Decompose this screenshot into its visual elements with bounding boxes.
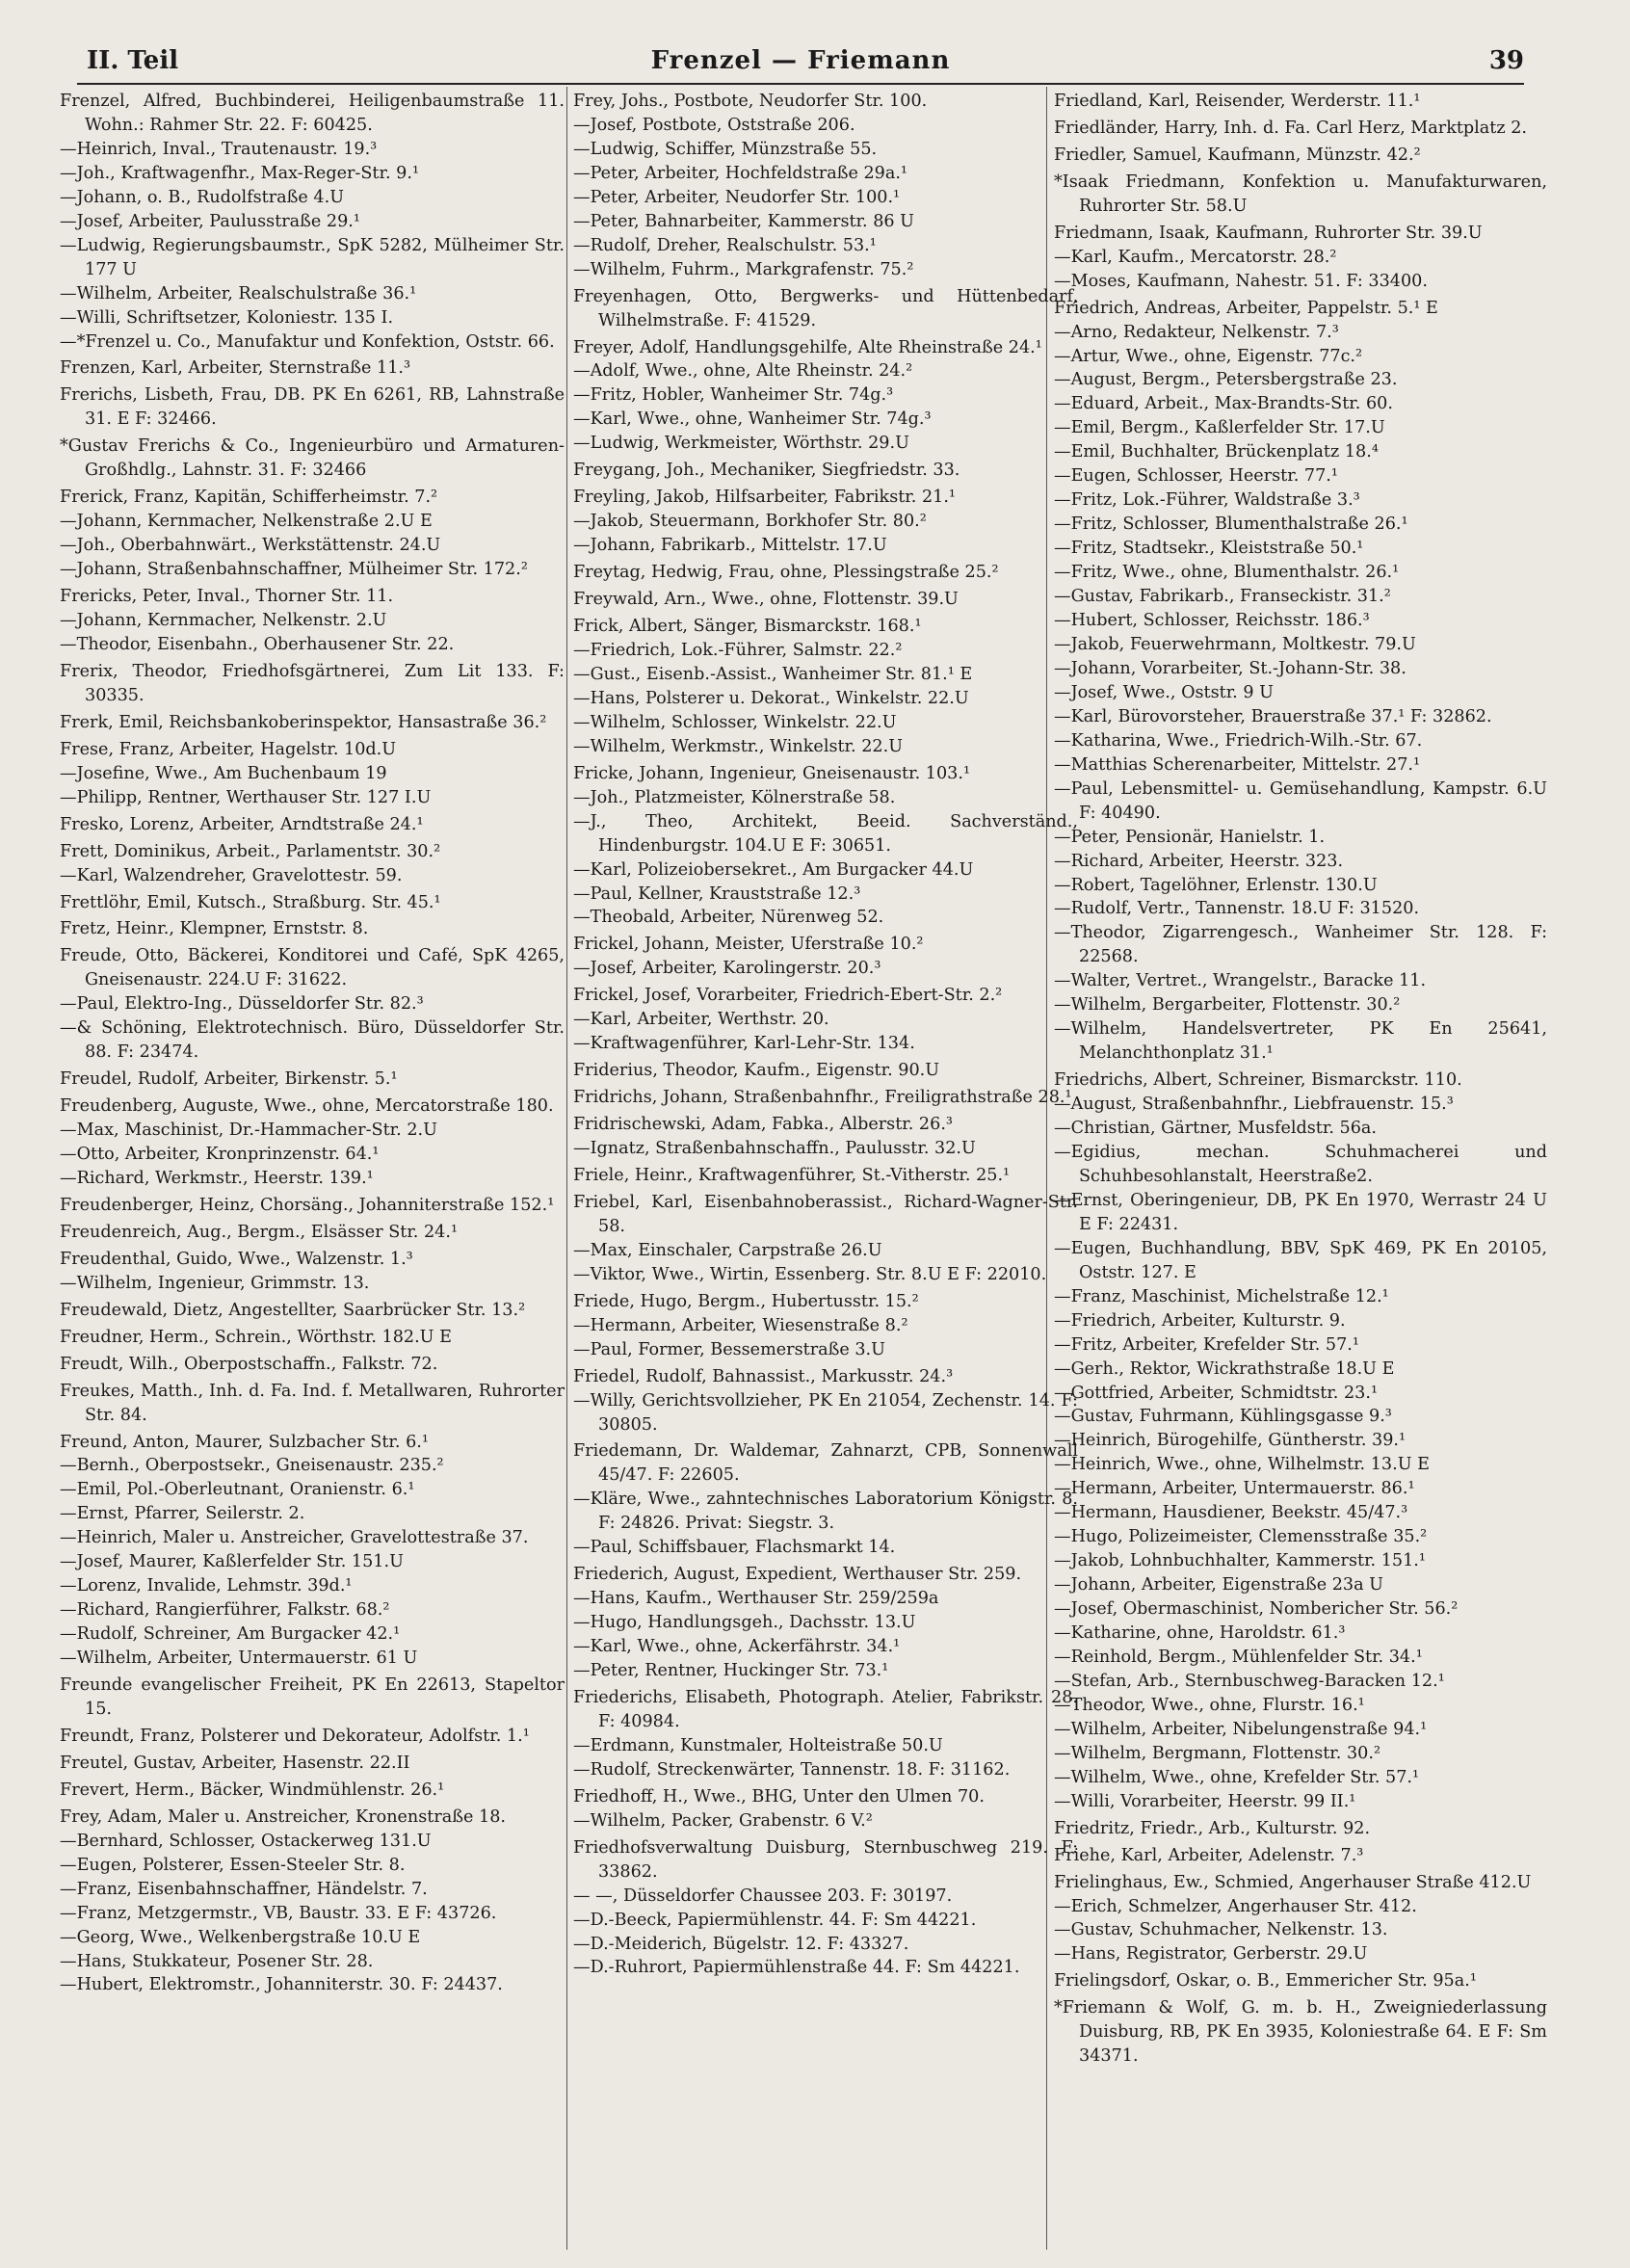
directory-entry: Friedel, Rudolf, Bahnassist., Markusstr. 24.³ <box>573 1366 954 1386</box>
directory-entry: —Johann, Kernmacher, Nelkenstr. 2.U <box>60 611 387 631</box>
directory-entry: —D.-Beeck, Papiermühlenstr. 44. F: Sm 44221. <box>573 1910 977 1930</box>
directory-entry: —Gottfried, Arbeiter, Schmidtstr. 23.¹ <box>1054 1383 1379 1403</box>
directory-entry: —Wilhelm, Ingenieur, Grimmstr. 13. <box>60 1273 370 1293</box>
directory-entry: —Egidius, mechan. Schuhmacherei und Schuhbesohlanstalt, Heerstraße2. <box>1054 1142 1547 1186</box>
directory-entry: —Erdmann, Kunstmaler, Holteistraße 50.U <box>573 1735 943 1755</box>
directory-entry: Frett, Dominikus, Arbeit., Parlamentstr. 30.² <box>60 841 441 861</box>
directory-entry: Friedler, Samuel, Kaufmann, Münzstr. 42.² <box>1054 145 1421 165</box>
directory-entry: —Karl, Walzendreher, Gravelottestr. 59. <box>60 865 403 885</box>
directory-entry: —Joh., Platzmeister, Kölnerstraße 58. <box>573 787 896 807</box>
directory-entry: —Josef, Postbote, Oststraße 206. <box>573 115 855 135</box>
directory-entry: —Josef, Arbeiter, Karolingerstr. 20.³ <box>573 959 881 979</box>
directory-entry: Freudenreich, Aug., Bergm., Elsässer Str. 24.¹ <box>60 1222 459 1242</box>
directory-entry: —Peter, Pensionär, Hanielstr. 1. <box>1054 827 1326 847</box>
directory-entry: Frericks, Peter, Inval., Thorner Str. 11. <box>60 587 394 607</box>
directory-entry: Frickel, Johann, Meister, Uferstraße 10.² <box>573 935 924 955</box>
directory-entry: —Karl, Arbeiter, Werthstr. 20. <box>573 1010 829 1030</box>
directory-entry: —Wilhelm, Packer, Grabenstr. 6 V.² <box>573 1810 873 1831</box>
directory-entry: —Franz, Eisenbahnschaffner, Händelstr. 7. <box>60 1879 428 1899</box>
directory-entry: Frerick, Franz, Kapitän, Schifferheimstr. 7.² <box>60 488 438 508</box>
directory-entry: —Kraftwagenführer, Karl-Lehr-Str. 134. <box>573 1034 915 1054</box>
directory-entry: —Hugo, Polizeimeister, Clemensstraße 35.² <box>1054 1527 1428 1547</box>
directory-entry: —Paul, Schiffsbauer, Flachsmarkt 14. <box>573 1538 896 1558</box>
directory-entry: —Bernhard, Schlosser, Ostackerweg 131.U <box>60 1831 432 1851</box>
part-label: II. Teil <box>87 46 179 75</box>
directory-entry: —Otto, Arbeiter, Kronprinzenstr. 64.¹ <box>60 1145 380 1165</box>
directory-entry: —Fritz, Arbeiter, Krefelder Str. 57.¹ <box>1054 1334 1359 1355</box>
page-header <box>77 40 1524 85</box>
directory-entry: —Karl, Wwe., ohne, Ackerfährstr. 34.¹ <box>573 1637 901 1657</box>
directory-entry: —Hugo, Handlungsgeh., Dachsstr. 13.U <box>573 1613 916 1633</box>
directory-entry: —Rudolf, Streckenwärter, Tannenstr. 18. F: 31162. <box>573 1759 1011 1780</box>
directory-entry: Friehe, Karl, Arbeiter, Adelenstr. 7.³ <box>1054 1845 1364 1865</box>
name-range: Frenzel — Friemann <box>650 46 951 75</box>
directory-entry: —Wilhelm, Handelsvertreter, PK En 25641, Melanchthonplatz 31.¹ <box>1054 1019 1547 1064</box>
directory-entry: —Wilhelm, Werkmstr., Winkelstr. 22.U <box>573 736 904 756</box>
directory-entry: Fridrichs, Johann, Straßenbahnfhr., Freiligrathstraße 28.¹ <box>573 1088 1072 1108</box>
directory-entry: —Eugen, Polsterer, Essen-Steeler Str. 8. <box>60 1855 406 1875</box>
directory-entry: —Bernh., Oberpostsekr., Gneisenaustr. 235.² <box>60 1456 444 1476</box>
directory-entry: —Paul, Kellner, Krauststraße 12.³ <box>573 883 861 904</box>
directory-entry: Friedhofsverwaltung Duisburg, Sternbuschweg 219. F: 33862. <box>573 1837 1078 1882</box>
directory-entry: Frerichs, Lisbeth, Frau, DB. PK En 6261, RB, Lahnstraße 31. E F: 32466. <box>60 385 565 430</box>
directory-entry: —Theobald, Arbeiter, Nürenweg 52. <box>573 908 884 928</box>
directory-entry: —Willi, Vorarbeiter, Heerstr. 99 II.¹ <box>1054 1791 1356 1811</box>
directory-entry: —Karl, Wwe., ohne, Wanheimer Str. 74g.³ <box>573 409 932 430</box>
directory-entry: —Paul, Lebensmittel- u. Gemüsehandlung, Kampstr. 6.U F: 40490. <box>1054 778 1547 823</box>
directory-entry: —Katharina, Wwe., Friedrich-Wilh.-Str. 67. <box>1054 730 1423 751</box>
directory-entry: Frevert, Herm., Bäcker, Windmühlenstr. 26.¹ <box>60 1780 445 1800</box>
directory-entry: Friede, Hugo, Bergm., Hubertusstr. 15.² <box>573 1291 919 1311</box>
directory-entry: —Paul, Elektro-Ing., Düsseldorfer Str. 82.³ <box>60 994 424 1015</box>
directory-entry: —Josef, Maurer, Kaßlerfelder Str. 151.U <box>60 1552 404 1572</box>
directory-entry: Friedhoff, H., Wwe., BHG, Unter den Ulmen 70. <box>573 1786 985 1806</box>
directory-entry: —Emil, Buchhalter, Brückenplatz 18.⁴ <box>1054 442 1379 462</box>
directory-entry: —Hermann, Hausdiener, Beekstr. 45/47.³ <box>1054 1503 1408 1523</box>
directory-entry: —Ludwig, Werkmeister, Wörthstr. 29.U <box>573 434 909 454</box>
directory-entry: —Matthias Scherenarbeiter, Mittelstr. 27.¹ <box>1054 754 1421 775</box>
directory-entry: —Ludwig, Schiffer, Münzstraße 55. <box>573 139 878 159</box>
directory-entry: —Hubert, Schlosser, Reichsstr. 186.³ <box>1054 611 1370 631</box>
directory-entry: —Heinrich, Maler u. Anstreicher, Gravelottestraße 37. <box>60 1528 529 1548</box>
directory-entry: Friedrich, Andreas, Arbeiter, Pappelstr. 5.¹ E <box>1054 298 1438 318</box>
column-2 <box>573 87 1078 1980</box>
directory-entry: —Paul, Former, Bessemerstraße 3.U <box>573 1339 885 1359</box>
directory-entry: Freutel, Gustav, Arbeiter, Hasenstr. 22.II <box>60 1753 410 1773</box>
directory-entry: Friedritz, Friedr., Arb., Kulturstr. 92. <box>1054 1818 1371 1838</box>
directory-entry: —Karl, Polizeiobersekret., Am Burgacker 44.U <box>573 859 974 880</box>
directory-entry: —Josef, Arbeiter, Paulusstraße 29.¹ <box>60 211 360 231</box>
directory-entry: —Wilhelm, Bergarbeiter, Flottenstr. 30.² <box>1054 995 1401 1015</box>
directory-entry: —Wilhelm, Arbeiter, Untermauerstr. 61 U <box>60 1648 418 1669</box>
directory-entry: Fresko, Lorenz, Arbeiter, Arndtstraße 24.¹ <box>60 814 424 834</box>
directory-entry: — —, Düsseldorfer Chaussee 203. F: 30197. <box>573 1886 953 1906</box>
directory-entry: —Friedrich, Lok.-Führer, Salmstr. 22.² <box>573 640 903 660</box>
directory-entry: Frick, Albert, Sänger, Bismarckstr. 168.¹ <box>573 617 922 637</box>
directory-entry: —Peter, Rentner, Huckinger Str. 73.¹ <box>573 1661 889 1681</box>
directory-entry: Freukes, Matth., Inh. d. Fa. Ind. f. Metallwaren, Ruhrorter Str. 84. <box>60 1381 565 1425</box>
directory-entry: Frickel, Josef, Vorarbeiter, Friedrich-Ebert-Str. 2.² <box>573 986 1003 1006</box>
directory-entry: —Lorenz, Invalide, Lehmstr. 39d.¹ <box>60 1576 353 1596</box>
directory-entry: Freudenberg, Auguste, Wwe., ohne, Mercatorstraße 180. <box>60 1096 554 1117</box>
directory-entry: Fridrischewski, Adam, Fabka., Alberstr. 26.³ <box>573 1115 953 1135</box>
directory-entry: —Jakob, Steuermann, Borkhofer Str. 80.² <box>573 512 927 532</box>
directory-entry: —Wilhelm, Arbeiter, Nibelungenstraße 94.¹ <box>1054 1719 1428 1739</box>
directory-entry: Freyenhagen, Otto, Bergwerks- und Hüttenbedarf, Wilhelmstraße. F: 41529. <box>573 286 1078 330</box>
directory-entry: —Wilhelm, Wwe., ohne, Krefelder Str. 57.¹ <box>1054 1767 1420 1787</box>
directory-entry: —Reinhold, Bergm., Mühlenfelder Str. 34.¹ <box>1054 1648 1423 1667</box>
column-3 <box>1054 87 1547 2069</box>
directory-entry: —Richard, Rangierführer, Falkstr. 68.² <box>60 1600 390 1621</box>
directory-entry: Freund, Anton, Maurer, Sulzbacher Str. 6.¹ <box>60 1432 429 1452</box>
directory-entry: —Max, Maschinist, Dr.-Hammacher-Str. 2.U <box>60 1121 437 1141</box>
directory-entry: Friedländer, Harry, Inh. d. Fa. Carl Herz, Marktplatz 2. <box>1054 118 1528 138</box>
directory-entry: —Georg, Wwe., Welkenbergstraße 10.U E <box>60 1927 421 1947</box>
directory-entry: Freudner, Herm., Schrein., Wörthstr. 182.U E <box>60 1327 452 1347</box>
directory-entry: Freudt, Wilh., Oberpostschaffn., Falkstr. 72. <box>60 1354 438 1374</box>
directory-entry: —Hans, Kaufm., Werthauser Str. 259/259a <box>573 1589 939 1609</box>
directory-entry: —Johann, Kernmacher, Nelkenstraße 2.U E <box>60 512 433 532</box>
directory-entry: Frerix, Theodor, Friedhofsgärtnerei, Zum Lit 133. F: 30335. <box>60 661 565 705</box>
directory-entry: *Friemann & Wolf, G. m. b. H., Zweigniederlassung Duisburg, RB, PK En 3935, Koloniestraße 64. E F: Sm 34371. <box>1054 1998 1547 2067</box>
directory-entry: —Heinrich, Inval., Trautenaustr. 19.³ <box>60 139 378 159</box>
directory-entry: Frerk, Emil, Reichsbankoberinspektor, Hansastraße 36.² <box>60 712 547 732</box>
directory-entry: Freytag, Hedwig, Frau, ohne, Plessingstraße 25.² <box>573 563 999 583</box>
directory-entry: —D.-Ruhrort, Papiermühlenstraße 44. F: Sm 44221. <box>573 1958 1020 1978</box>
directory-entry: —Joh., Oberbahnwärt., Werkstättenstr. 24.U <box>60 536 441 556</box>
directory-entry: —Willi, Schriftsetzer, Koloniestr. 135 I. <box>60 307 394 328</box>
directory-entry: —Gust., Eisenb.-Assist., Wanheimer Str. 81.¹ E <box>573 664 973 684</box>
directory-entry: —Rudolf, Vertr., Tannenstr. 18.U F: 31520. <box>1054 899 1420 919</box>
directory-entry: —Wilhelm, Schlosser, Winkelstr. 22.U <box>573 712 897 732</box>
directory-entry: Frettlöhr, Emil, Kutsch., Straßburg. Str. 45.¹ <box>60 892 441 912</box>
directory-entry: —Eugen, Schlosser, Heerstr. 77.¹ <box>1054 466 1338 487</box>
directory-entry: Freude, Otto, Bäckerei, Konditorei und Café, SpK 4265, Gneisenaustr. 224.U F: 31622. <box>60 946 565 990</box>
directory-entry: —Hans, Polsterer u. Dekorat., Winkelstr. 22.U <box>573 688 969 708</box>
directory-entry: —Moses, Kaufmann, Nahestr. 51. F: 33400. <box>1054 271 1428 291</box>
directory-entry: Freundt, Franz, Polsterer und Dekorateur, Adolfstr. 1.¹ <box>60 1726 530 1746</box>
directory-entry: —Karl, Kaufm., Mercatorstr. 28.² <box>1054 247 1337 267</box>
directory-entry: —Eugen, Buchhandlung, BBV, SpK 469, PK En 20105, Oststr. 127. E <box>1054 1238 1547 1282</box>
directory-entry: —Karl, Bürovorsteher, Brauerstraße 37.¹ F: 32862. <box>1054 706 1492 726</box>
directory-entry: —Fritz, Wwe., ohne, Blumenthalstr. 26.¹ <box>1054 563 1400 583</box>
directory-entry: —Hermann, Arbeiter, Wiesenstraße 8.² <box>573 1315 908 1335</box>
directory-entry: —Kläre, Wwe., zahntechnisches Laboratorium Königstr. 8. F: 24826. Privat: Siegstr. 3. <box>573 1490 1078 1534</box>
directory-entry: —Gustav, Schuhmacher, Nelkenstr. 13. <box>1054 1920 1388 1940</box>
directory-entry: Friederichs, Elisabeth, Photograph. Atelier, Fabrikstr. 28. F: 40984. <box>573 1688 1078 1731</box>
directory-entry: —August, Bergm., Petersbergstraße 23. <box>1054 370 1398 390</box>
directory-entry: Frielingsdorf, Oskar, o. B., Emmericher Str. 95a.¹ <box>1054 1971 1477 1991</box>
directory-entry: —Rudolf, Schreiner, Am Burgacker 42.¹ <box>60 1624 401 1645</box>
directory-entry: *Isaak Friedmann, Konfektion u. Manufakturwaren, Ruhrorter Str. 58.U <box>1054 171 1547 216</box>
directory-entry: —Richard, Werkmstr., Heerstr. 139.¹ <box>60 1168 374 1188</box>
directory-entry: Freygang, Joh., Mechaniker, Siegfriedstr. 33. <box>573 461 960 481</box>
directory-entry: —Wilhelm, Fuhrm., Markgrafenstr. 75.² <box>573 259 914 279</box>
directory-entry: —Ernst, Pfarrer, Seilerstr. 2. <box>60 1504 305 1524</box>
directory-entry: —D.-Meiderich, Bügelstr. 12. F: 43327. <box>573 1934 909 1954</box>
directory-entry: —& Schöning, Elektrotechnisch. Büro, Düsseldorfer Str. 88. F: 23474. <box>60 1018 565 1063</box>
directory-entry: —Artur, Wwe., ohne, Eigenstr. 77c.² <box>1054 346 1363 366</box>
directory-entry: —Josef, Wwe., Oststr. 9 U <box>1054 682 1274 702</box>
directory-entry: Frenzen, Karl, Arbeiter, Sternstraße 11.³ <box>60 358 411 379</box>
directory-entry: Fricke, Johann, Ingenieur, Gneisenaustr. 103.¹ <box>573 763 970 783</box>
directory-entry: —Hans, Stukkateur, Posener Str. 28. <box>60 1951 374 1971</box>
directory-entry: —Theodor, Wwe., ohne, Flurstr. 16.¹ <box>1054 1695 1365 1715</box>
directory-entry: —Katharine, ohne, Haroldstr. 61.³ <box>1054 1623 1346 1644</box>
directory-entry: Freyling, Jakob, Hilfsarbeiter, Fabrikstr. 21.¹ <box>573 488 956 508</box>
directory-entry: —Fritz, Lok.-Führer, Waldstraße 3.³ <box>1054 490 1360 511</box>
directory-entry: Fretz, Heinr., Klempner, Ernststr. 8. <box>60 919 369 939</box>
column-divider <box>566 87 567 2250</box>
directory-entry: Freudenthal, Guido, Wwe., Walzenstr. 1.³ <box>60 1249 413 1269</box>
directory-entry: Friedrichs, Albert, Schreiner, Bismarckstr. 110. <box>1054 1070 1462 1091</box>
directory-entry: —Eduard, Arbeit., Max-Brandts-Str. 60. <box>1054 394 1393 414</box>
directory-entry: —Ludwig, Regierungsbaumstr., SpK 5282, Mülheimer Str. 177 U <box>60 235 565 279</box>
directory-entry: —Fritz, Stadtsekr., Kleiststraße 50.¹ <box>1054 539 1364 559</box>
directory-entry: —Christian, Gärtner, Musfeldstr. 56a. <box>1054 1119 1378 1139</box>
directory-entry: —Wilhelm, Arbeiter, Realschulstraße 36.¹ <box>60 283 417 303</box>
directory-entry: Friderius, Theodor, Kaufm., Eigenstr. 90.U <box>573 1061 940 1081</box>
directory-entry: —Jakob, Lohnbuchhalter, Kammerstr. 151.¹ <box>1054 1551 1426 1571</box>
directory-entry: —Emil, Bergm., Kaßlerfelder Str. 17.U <box>1054 418 1385 438</box>
directory-entry: —Peter, Arbeiter, Hochfeldstraße 29a.¹ <box>573 163 907 183</box>
directory-entry: Frenzel, Alfred, Buchbinderei, Heiligenbaumstraße 11. Wohn.: Rahmer Str. 22. F: 60425. <box>60 92 565 135</box>
directory-entry: —Willy, Gerichtsvollzieher, PK En 21054, Zechenstr. 14. F: 30805. <box>573 1390 1078 1435</box>
directory-entry: —Gustav, Fuhrmann, Kühlingsgasse 9.³ <box>1054 1407 1392 1427</box>
directory-entry: —Gustav, Fabrikarb., Franseckistr. 31.² <box>1054 587 1391 607</box>
directory-entry: —Max, Einschaler, Carpstraße 26.U <box>573 1240 882 1260</box>
directory-entry: —Erich, Schmelzer, Angerhauser Str. 412. <box>1054 1896 1417 1916</box>
directory-entry: Freudenberger, Heinz, Chorsäng., Johanniterstraße 152.¹ <box>60 1195 555 1215</box>
directory-entry: —Rudolf, Dreher, Realschulstr. 53.¹ <box>573 235 877 255</box>
directory-entry: Freudewald, Dietz, Angestellter, Saarbrücker Str. 13.² <box>60 1300 526 1320</box>
directory-entry: —Arno, Redakteur, Nelkenstr. 7.³ <box>1054 322 1339 342</box>
directory-entry: *Gustav Frerichs & Co., Ingenieurbüro und Armaturen-Großhdlg., Lahnstr. 31. F: 32466 <box>60 436 565 481</box>
directory-entry: —Stefan, Arb., Sternbuschweg-Baracken 12.¹ <box>1054 1671 1445 1691</box>
directory-entry: —Johann, Fabrikarb., Mittelstr. 17.U <box>573 536 887 556</box>
page-number: 39 <box>1488 46 1524 75</box>
directory-entry: —Heinrich, Wwe., ohne, Wilhelmstr. 13.U E <box>1054 1455 1430 1475</box>
directory-entry: —J., Theo, Architekt, Beeid. Sachverständ., Hindenburgstr. 104.U E F: 30651. <box>573 811 1078 856</box>
directory-entry: —Viktor, Wwe., Wirtin, Essenberg. Str. 8.U E F: 22010. <box>573 1264 1047 1284</box>
directory-entry: —Fritz, Schlosser, Blumenthalstraße 26.¹ <box>1054 514 1408 535</box>
directory-entry: —Josefine, Wwe., Am Buchenbaum 19 <box>60 763 387 783</box>
directory-entry: Friedemann, Dr. Waldemar, Zahnarzt, CPB, Sonnenwall 45/47. F: 22605. <box>573 1441 1078 1486</box>
directory-entry: Frese, Franz, Arbeiter, Hagelstr. 10d.U <box>60 739 397 759</box>
directory-entry: —Ernst, Oberingenieur, DB, PK En 1970, Werrastr 24 U E F: 22431. <box>1054 1190 1547 1234</box>
directory-entry: Frielinghaus, Ew., Schmied, Angerhauser Straße 412.U <box>1054 1872 1532 1892</box>
directory-entry: —*Frenzel u. Co., Manufaktur und Konfektion, Oststr. 66. <box>60 331 555 352</box>
directory-entry: —Gerh., Rektor, Wickrathstraße 18.U E <box>1054 1358 1395 1379</box>
directory-entry: —Johann, o. B., Rudolfstraße 4.U <box>60 187 345 207</box>
directory-entry: —Joh., Kraftwagenfhr., Max-Reger-Str. 9.¹ <box>60 163 419 183</box>
directory-entry: —Franz, Metzgermstr., VB, Baustr. 33. E F: 43726. <box>60 1903 497 1923</box>
directory-entry: —Jakob, Feuerwehrmann, Moltkestr. 79.U <box>1054 634 1416 654</box>
directory-entry: —Fritz, Hobler, Wanheimer Str. 74g.³ <box>573 385 894 406</box>
directory-entry: —Wilhelm, Bergmann, Flottenstr. 30.² <box>1054 1743 1380 1763</box>
directory-entry: Frey, Johs., Postbote, Neudorfer Str. 100. <box>573 92 928 111</box>
directory-entry: Freudel, Rudolf, Arbeiter, Birkenstr. 5.¹ <box>60 1069 398 1090</box>
directory-entry: Freunde evangelischer Freiheit, PK En 22613, Stapeltor 15. <box>60 1675 565 1719</box>
directory-entry: Friele, Heinr., Kraftwagenführer, St.-Vitherstr. 25.¹ <box>573 1165 1011 1185</box>
directory-entry: —Theodor, Zigarrengesch., Wanheimer Str. 128. F: 22568. <box>1054 923 1547 967</box>
directory-entry: —Robert, Tagelöhner, Erlenstr. 130.U <box>1054 875 1378 895</box>
directory-entry: Frey, Adam, Maler u. Anstreicher, Kronenstraße 18. <box>60 1806 507 1827</box>
directory-entry: Freyer, Adolf, Handlungsgehilfe, Alte Rheinstraße 24.¹ <box>573 337 1042 357</box>
directory-entry: —Hubert, Elektromstr., Johanniterstr. 30. F: 24437. <box>60 1975 503 1995</box>
directory-entry: —Heinrich, Bürogehilfe, Güntherstr. 39.¹ <box>1054 1431 1407 1451</box>
directory-entry: —August, Straßenbahnfhr., Liebfrauenstr. 15.³ <box>1054 1094 1454 1115</box>
directory-entry: —Johann, Straßenbahnschaffner, Mülheimer Str. 172.² <box>60 560 528 580</box>
directory-entry: —Theodor, Eisenbahn., Oberhausener Str. 22. <box>60 634 455 654</box>
directory-entry: Friedmann, Isaak, Kaufmann, Ruhrorter Str. 39.U <box>1054 223 1483 243</box>
directory-entry: —Hermann, Arbeiter, Untermauerstr. 86.¹ <box>1054 1479 1415 1499</box>
directory-entry: —Peter, Bahnarbeiter, Kammerstr. 86 U <box>573 211 915 231</box>
directory-entry: —Philipp, Rentner, Werthauser Str. 127 I.U <box>60 787 432 807</box>
directory-entry: —Ignatz, Straßenbahnschaffn., Paulusstr. 32.U <box>573 1139 976 1159</box>
directory-entry: Friedland, Karl, Reisender, Werderstr. 11.¹ <box>1054 92 1421 111</box>
directory-entry: —Johann, Vorarbeiter, St.-Johann-Str. 38. <box>1054 658 1407 678</box>
directory-entry: —Johann, Arbeiter, Eigenstraße 23a U <box>1054 1575 1383 1596</box>
column-1 <box>60 87 565 1997</box>
directory-entry: —Franz, Maschinist, Michelstraße 12.¹ <box>1054 1286 1389 1306</box>
directory-entry: —Peter, Arbeiter, Neudorfer Str. 100.¹ <box>573 187 901 207</box>
directory-entry: —Adolf, Wwe., ohne, Alte Rheinstr. 24.² <box>573 361 913 382</box>
directory-entry: —Walter, Vertret., Wrangelstr., Baracke 11. <box>1054 971 1427 991</box>
directory-entry: Friederich, August, Expedient, Werthauser Str. 259. <box>573 1565 1022 1585</box>
directory-entry: —Richard, Arbeiter, Heerstr. 323. <box>1054 851 1344 871</box>
directory-entry: Friebel, Karl, Eisenbahnoberassist., Richard-Wagner-Str. 58. <box>573 1192 1078 1236</box>
directory-entry: —Friedrich, Arbeiter, Kulturstr. 9. <box>1054 1310 1346 1331</box>
directory-entry: —Emil, Pol.-Oberleutnant, Oranienstr. 6.¹ <box>60 1480 415 1500</box>
directory-entry: —Hans, Registrator, Gerberstr. 29.U <box>1054 1944 1368 1965</box>
directory-entry: —Josef, Obermaschinist, Nombericher Str. 56.² <box>1054 1599 1459 1620</box>
directory-entry: Freywald, Arn., Wwe., ohne, Flottenstr. 39.U <box>573 590 959 610</box>
